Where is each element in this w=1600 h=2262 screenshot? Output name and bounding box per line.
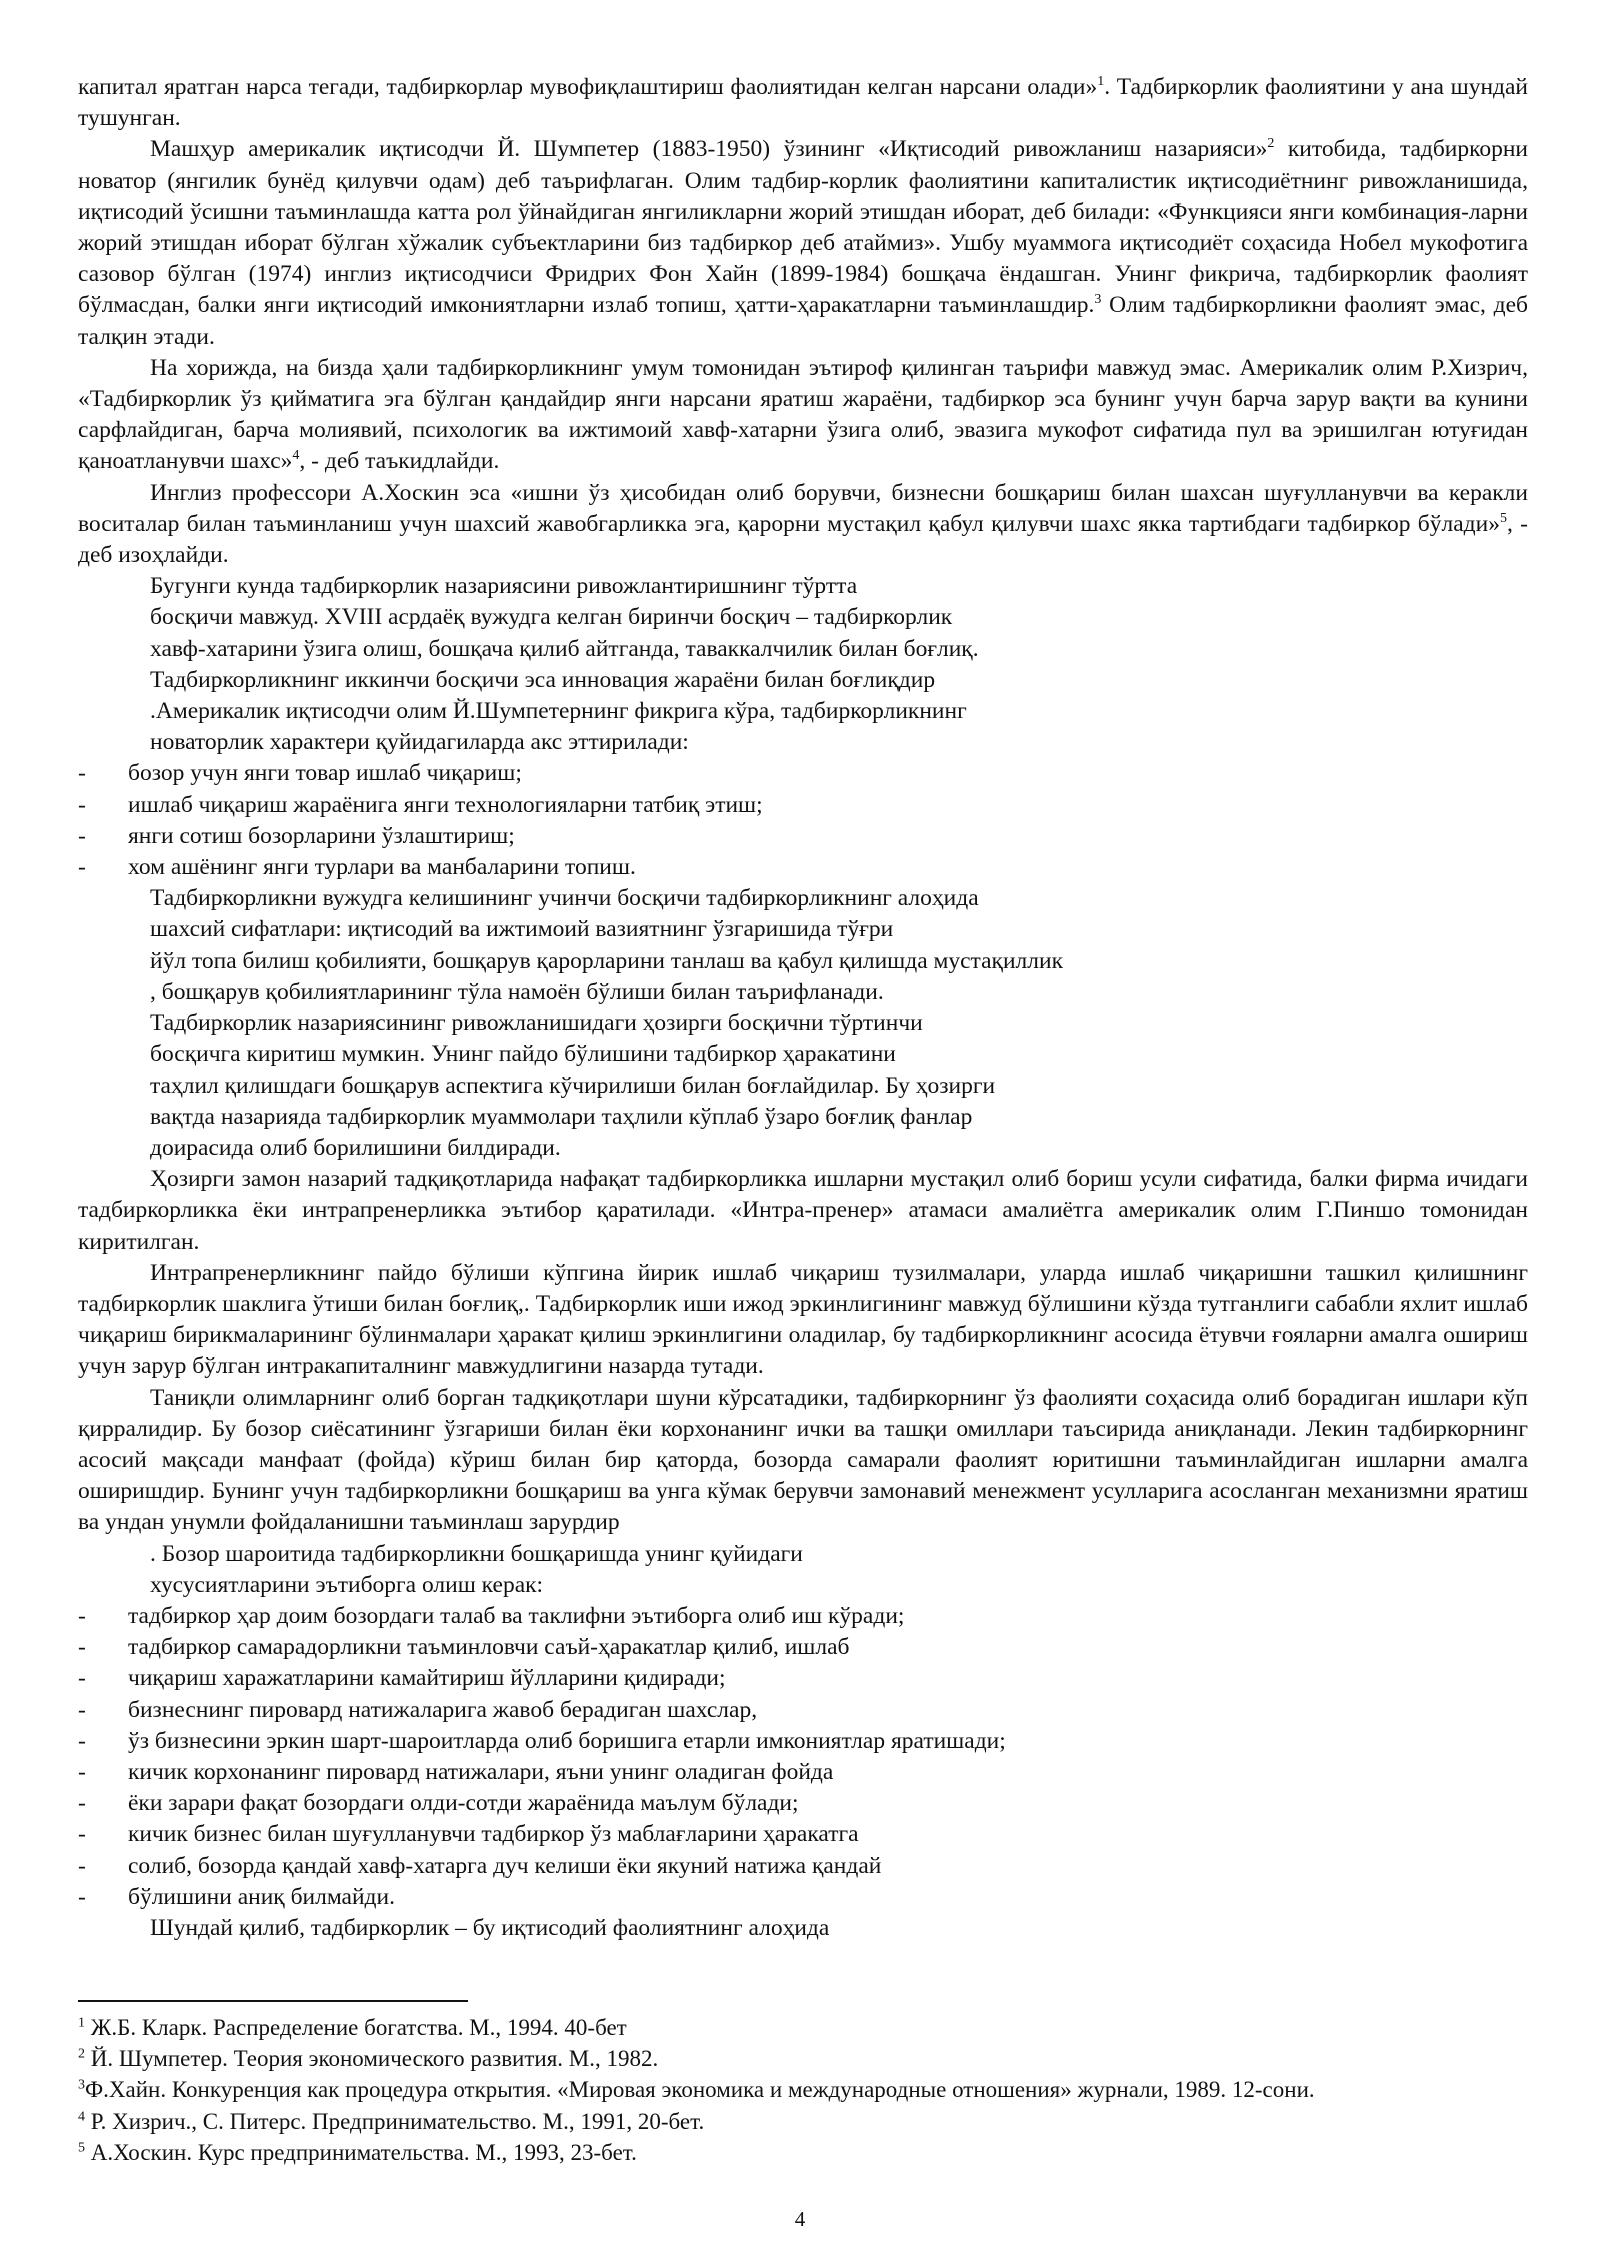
text-line: , бошқарув қобилиятларининг тўла намоён бўлиши билан таърифланади. [150,978,884,1005]
list-item-text: кичик бизнес билан шуғулланувчи тадбиркор ўз маблағларини ҳаракатга [128,1821,859,1848]
list-item [78,1601,1528,1632]
footnote-text: Ж.Б. Кларк. Распределение богатства. М., 1994. 40-бет [85,2015,627,2040]
text-line: босқичга киритиш мумкин. Унинг пайдо бўлишини тадбиркор ҳаракатини [150,1041,896,1068]
footnote-5 [78,2137,1528,2168]
text-line: Тадбиркорликни вужудга келишининг учинчи босқичи тадбиркорликнинг алоҳида [150,885,979,912]
footnote-ref-2[interactable]: 2 [1267,136,1275,152]
list-item-text: ишлаб чиқариш жараёнига янги технологияларни татбиқ этиш; [128,791,763,818]
list-item-text: хом ашёнинг янги турлари ва манбаларини топиш. [128,854,636,881]
footnote-mark: 2 [78,2046,85,2062]
text-line: вақтда назарияда тадбиркорлик муаммолари таҳлили кўплаб ўзаро боғлиқ фанлар [150,1103,973,1130]
bullet-dash: - [78,1602,86,1629]
paragraph-text: . Тадбиркорлик фаолиятини у ана шундай тушунган. [78,74,1528,132]
list-item [78,1819,1528,1850]
paragraph-text: китобида, тадбиркорни новатор (янгилик бунёд қилувчи одам) деб таърифлаган. Олим тадбир-корлик фаолиятини капиталистик иқтисодиётнинг ривожланишида, иқтисодий ўсишни таъминлашда катта рол ўйнайдиган янгиликларни жорий этишдан иборат, деб билади: «Функцияси янги комбинация-ларни жорий этишдан иборат бўлган хўжалик субъектларини биз тадбиркор деб атаймиз». Ушбу муаммога иқтисодиёт соҳасида Нобел мукофотига сазовор бўлган (1974) инглиз иқтисодчиси Фридрих Фон Хайн (1899-1984) бошқача ёндашган. Унинг фикрича, тадбиркорлик фаолият бўлмасдан, балки янги иқтисодий имкониятларни излаб топиш, ҳатти-ҳаракатларни таъминлашдир. [78,136,1528,319]
text-line: шахсий сифатлари: иқтисодий ва ижтимоий вазиятнинг ўзгаришида тўғри [150,916,894,943]
list-item [78,1788,1528,1819]
paragraph-1 [78,72,1528,134]
list-item [78,1882,1528,1913]
list-item [78,1663,1528,1694]
text-line: таҳлил қилишдаги бошқарув аспектига кўчирилиши билан боғлайдилар. Бу ҳозирги [150,1072,996,1099]
footnote-mark: 4 [78,2108,85,2124]
list-item-text: янги сотиш бозорларини ўзлаштириш; [128,822,515,849]
footnote-mark: 5 [78,2140,85,2156]
bullet-dash: - [78,1852,86,1879]
bullet-dash: - [78,1758,86,1785]
text-line: Бугунги кунда тадбиркорлик назариясини ривожлантиришнинг тўртта [150,573,858,600]
paragraph-text: , - деб таъкидлайди. [299,448,500,475]
footnote-ref-1[interactable]: 1 [1097,74,1105,90]
paragraph-text: капитал яратган нарса тегади, тадбиркорлар мувофиқлаштириш фаолиятидан келган нарсани олади» [78,74,1098,100]
footnote-mark: 1 [78,2015,85,2031]
list-item [78,1851,1528,1882]
text-line: йўл топа билиш қобилияти, бошқарув қарорларини танлаш ва қабул қилишда мустақиллик [150,947,1063,974]
text-line: доирасида олиб борилишини билдиради. [150,1134,561,1161]
text-line: новаторлик характери қуйидагиларда акс эттирилади: [150,729,689,756]
footnote-text: Р. Хизрич., С. Питерс. Предпринимательство. М., 1991, 20-бет. [85,2108,705,2134]
bullet-dash: - [78,1696,86,1723]
list-item [78,1726,1528,1757]
paragraph-2 [78,134,1528,352]
list-item [78,1757,1528,1788]
list-item-text: тадбиркор самарадорликни таъминловчи саъй-ҳаракатлар қилиб, ишлаб [128,1634,850,1661]
text-line: Шундай қилиб, тадбиркорлик – бу иқтисодий фаолиятнинг алоҳида [150,1914,830,1941]
paragraph-text: Инглиз профессори А.Хоскин эса «ишни ўз ҳисобидан олиб борувчи, бизнесни бошқариш билан шахсан шуғулланувчи ва керакли воситалар билан таъминланиш учун шахсий жавобгарликка эга, қарорни мустақил қабул қилувчи шахс якка тартибдаги тадбиркор бўлади» [78,479,1528,537]
footnote-4 [78,2106,1528,2137]
paragraph-3 [78,353,1528,478]
paragraph-text: , - деб изоҳлайди. [78,510,1528,569]
text-line: Тадбиркорлик назариясининг ривожланишидаги ҳозирги босқични тўртинчи [150,1010,923,1037]
text-line: хавф-хатарини ўзига олиш, бошқача қилиб айтганда, таваккалчилик билан боғлиқ. [150,635,979,662]
list-item-text: бўлишини аниқ билмайди. [128,1883,395,1910]
text-line: Тадбиркорликнинг иккинчи босқичи эса инновация жараёни билан боғлиқдир [150,666,936,693]
footnote-ref-4[interactable]: 4 [292,448,300,464]
list-item-text: чиқариш харажатларини камайтириш йўлларини қидиради; [128,1665,726,1692]
list-item-text: солиб, бозорда қандай хавф-хатарга дуч келиши ёки якуний натижа қандай [128,1852,882,1879]
body-text [78,72,1528,1944]
list-item [78,852,1528,883]
bullet-dash: - [78,822,86,849]
list-item-text: бизнеснинг пировард натижаларига жавоб берадиган шахслар, [128,1696,758,1723]
footnote-2 [78,2043,1528,2074]
footnote-text: Й. Шумпетер. Теория экономического развития. М., 1982. [85,2046,659,2072]
paragraph-7: Таниқли олимларнинг олиб борган тадқиқотлари шуни кўрсатадики, тадбиркорнинг ўз фаолияти соҳасида олиб борадиган ишлари кўп қирралидир. Бу бозор сиёсатининг ўзгариши билан ёки корхонанинг ички ва ташқи омиллари таъсирида аниқланади. Лекин тадбиркорнинг асосий мақсади манфаат (фойда) кўриш билан бир қаторда, бозорда самарали фаолият юритишни таъминлайдиган ишларни амалга оширишдир. Бунинг учун тадбиркорликни бошқариш ва унга кўмак берувчи замонавий менежмент усулларига асосланган механизмни яратиш ва ундан унумли фойдаланишни таъминлаш зарурдир [78,1384,1528,1536]
footnote-ref-3[interactable]: 3 [1094,292,1102,308]
bullet-dash: - [78,1883,86,1910]
text-line: босқичи мавжуд. XVIII асрдаёқ вужудга келган биринчи босқич – тадбиркорлик [150,604,953,631]
footnote-3 [78,2074,1528,2105]
footnote-mark: 3 [78,2077,85,2093]
text-line: .Америкалик иқтисодчи олим Й.Шумпетернинг фикрига кўра, тадбиркорликнинг [150,698,967,725]
text-line: . Бозор шароитида тадбиркорликни бошқаришда унинг қуйидаги [150,1540,803,1567]
footnotes [78,2012,1528,2168]
list-item-text: ўз бизнесини эркин шарт-шароитларда олиб боришига етарли имкониятлар яратишади; [128,1727,1006,1754]
footnote-1 [78,2012,1528,2043]
list-item-text: бозор учун янги товар ишлаб чиқариш; [128,760,522,787]
paragraph-text: Олим тадбиркорликни фаолият эмас, деб талқин этади. [78,292,1529,350]
list-item [78,758,1528,789]
bullet-dash: - [78,1790,86,1817]
list-item [78,821,1528,852]
list-item [78,1695,1528,1726]
footnote-text: Ф.Хайн. Конкуренция как процедура открытия. «Мировая экономика и международные отношения» журнали, 1989. 12-сони. [85,2077,1315,2103]
page-number: 4 [794,2207,806,2231]
paragraph-5: Ҳозирги замон назарий тадқиқотларида нафақат тадбиркорликка ишларни мустақил олиб бориш усули сифатида, балки фирма ичидаги тадбиркорликка ёки интрапренерликка эътибор қаратилади. «Интра-пренер» атамаси амалиётга америкалик олим Г.Пиншо томонидан киритилган. [78,1166,1528,1255]
paragraph-4 [78,478,1528,572]
bullet-dash: - [78,791,86,818]
list-item [78,790,1528,821]
paragraph-text: Машҳур америкалик иқтисодчи Й. Шумпетер (1883-1950) ўзининг «Иқтисодий ривожланиш назарияси» [150,136,1268,163]
footnote-ref-5[interactable]: 5 [1499,511,1507,527]
list-item [78,1632,1528,1663]
bullet-dash: - [78,1634,86,1661]
text-line: хусусиятларини эътиборга олиш керак: [150,1571,544,1598]
bullet-dash: - [78,1821,86,1848]
paragraph-6: Интрапренерликнинг пайдо бўлиши кўпгина йирик ишлаб чиқариш тузилмалари, уларда ишлаб чиқаришни ташкил қилишнинг тадбиркорлик шаклига ўтиши билан боғлиқ,. Тадбиркорлик иши ижод эркинлигининг мавжуд бўлишини кўзда тутганлиги сабабли яхлит ишлаб чиқариш бирикмаларининг бўлинмалари ҳаракат қилиш эркинлигини оладилар, бу тадбиркорликнинг асосида ётувчи ғояларни амалга ошириш учун зарур бўлган интракапиталнинг мавжудлигини назарда тутади. [78,1259,1528,1380]
footnote-text: А.Хоскин. Курс предпринимательства. М., 1993, 23-бет. [85,2139,637,2165]
footnote-separator [78,2000,468,2002]
list-item-text: тадбиркор ҳар доим бозордаги талаб ва таклифни эътиборга олиб иш кўради; [128,1602,905,1629]
bullet-dash: - [78,854,86,881]
list-item-text: ёки зарари фақат бозордаги олди-сотди жараёнида маълум бўлади; [128,1790,799,1817]
paragraph-text: На хорижда, на бизда ҳали тадбиркорликнинг умум томонидан эътироф қилинган таърифи мавжуд эмас. Америкалик олим Р.Хизрич, «Тадбиркорлик ўз қийматига эга бўлган қандайдир янги нарсани яратиш жараёни, тадбиркор эса бунинг учун барча зарур вақти ва кунини сарфлайдиган, барча молиявий, психологик ва ижтимоий хавф-хатарни ўзига олиб, эвазига мукофот сифатида пул ва эришилган ютуғидан қаноатланувчи шахс» [78,354,1528,475]
bullet-dash: - [78,1665,86,1692]
bullet-dash: - [78,1727,86,1754]
bullet-dash: - [78,760,86,787]
list-item-text: кичик корхонанинг пировард натижалари, яъни унинг оладиган фойда [128,1758,834,1785]
